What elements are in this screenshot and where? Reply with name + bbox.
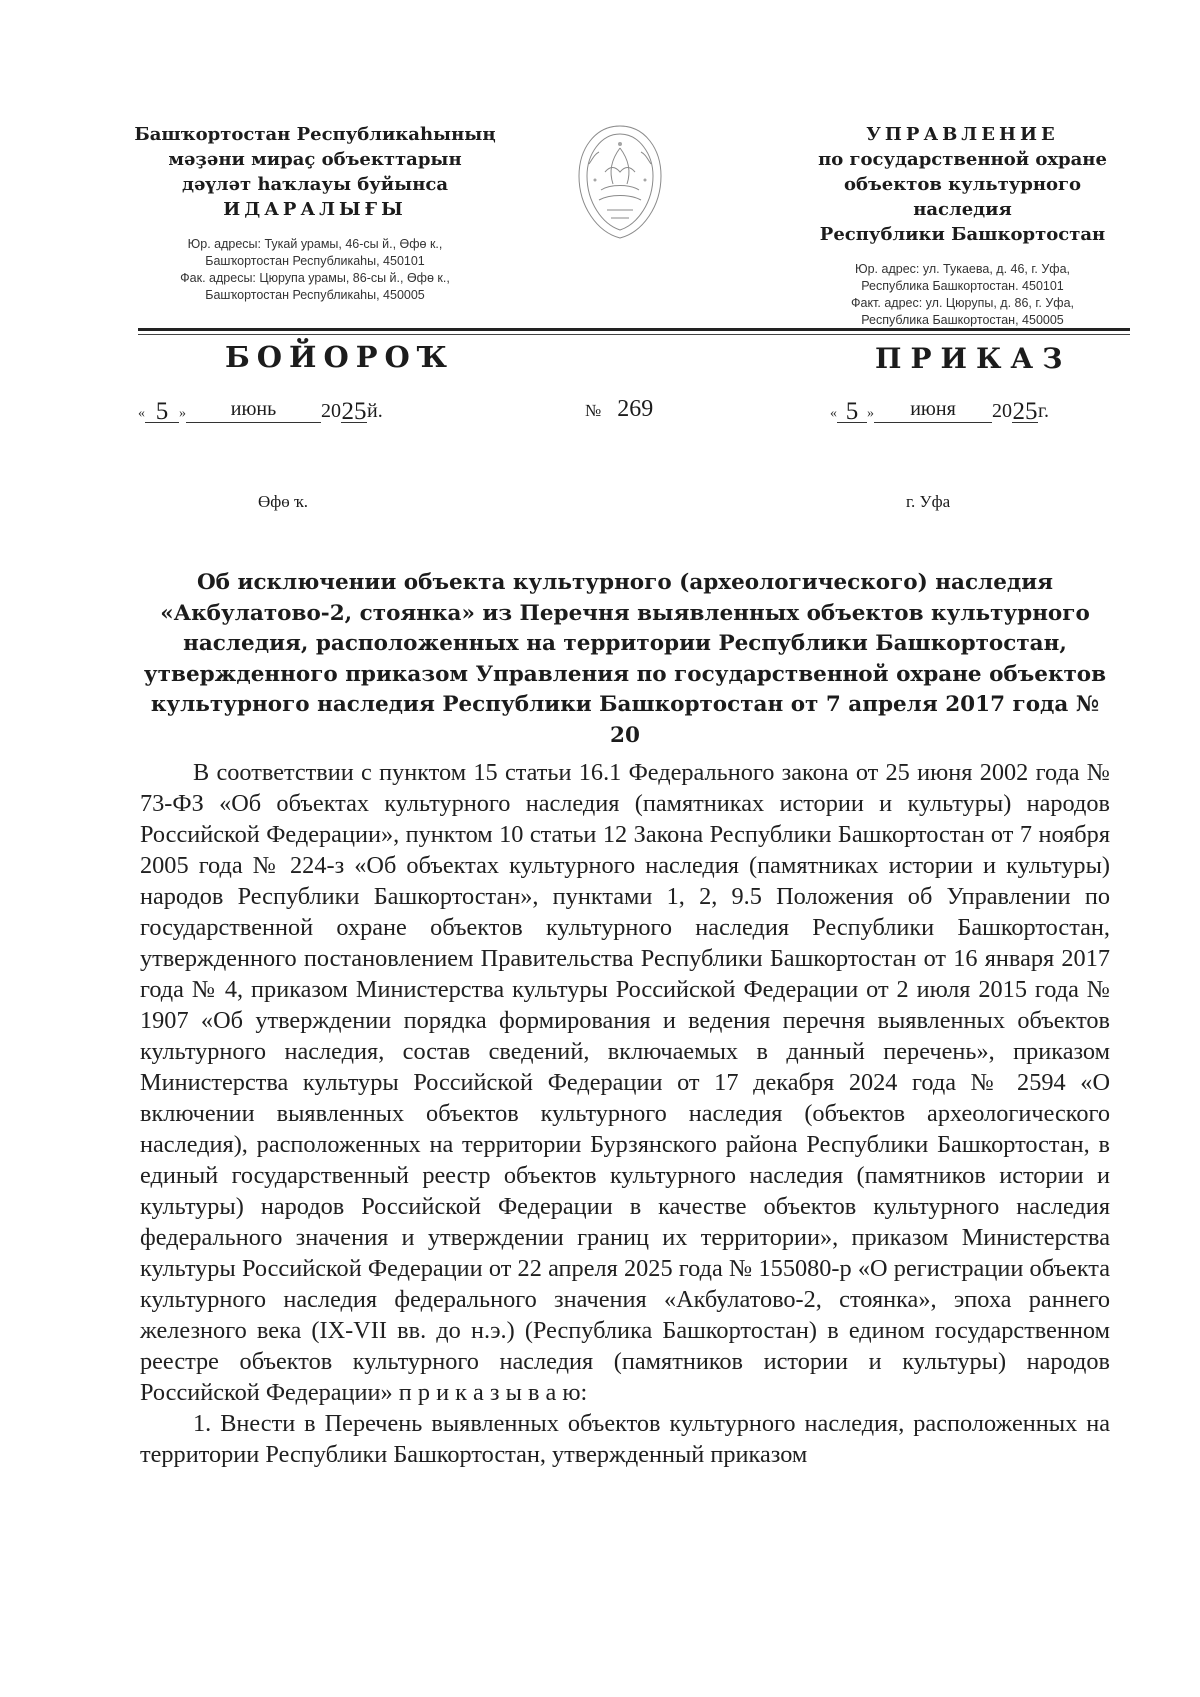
city-russian: г. Уфа: [906, 492, 951, 511]
header-divider-thin: [138, 334, 1130, 335]
order-number: [585, 396, 653, 423]
header-divider-thick: [138, 328, 1130, 331]
number-sign: №: [585, 401, 602, 420]
date-russian: [830, 398, 1049, 423]
address-bashkir: [120, 236, 510, 304]
address-russian: [795, 261, 1130, 329]
address-line: Башҡортостан Республикаһы, 450005: [205, 288, 425, 302]
org-name-bashkir-line4: ИДАРАЛЫҒЫ: [223, 199, 407, 220]
org-name-russian-line2: по государственной охране: [818, 149, 1107, 170]
title-line: утвержденного приказом Управления по государственной охране объектов: [143, 661, 1107, 687]
address-line: Юр. адрес: ул. Тукаева, д. 46, г. Уфа,: [854, 262, 1071, 276]
address-line: Республика Башкортостан. 450101: [861, 279, 1064, 293]
date-close-quote: »: [179, 406, 186, 421]
title-line: «Акбулатово-2, стоянка» из Перечня выявленных объектов культурного: [160, 600, 1090, 626]
document-title: [140, 568, 1110, 751]
document-body: [140, 757, 1110, 1470]
number-value: 269: [617, 396, 654, 422]
org-name-bashkir-line2: мәҙәни мираҫ объекттарын: [168, 149, 462, 170]
address-line: Фак. адресы: Цюрупа урамы, 86-сы й., Өфө к.,: [180, 271, 450, 285]
date-day: 5: [837, 398, 867, 423]
doc-type-bashkir: БОЙОРОҠ: [225, 340, 454, 374]
header-left: [120, 122, 510, 304]
body-paragraph: В соответствии с пунктом 15 статьи 16.1 Федерального закона от 25 июня 2002 года № 73-ФЗ «Об объектах культурного наследия (памятниках истории и культуры) народов Российской Федерации», пунктом 10 статьи 12 Закона Республики Башкортостан от 7 ноября 2005 года № 224-з «Об объектах культурного наследия (памятниках истории и культуры) народов Республики Башкортостан», пунктами 1, 2, 9.5 Положения об Управлении по государственной охране объектов культурного наследия Республики Башкортостан, утвержденного постановлением Правительства Республики Башкортостан от 16 января 2017 года № 4, приказом Министерства культуры Российской Федерации от 2 июля 2015 года № 1907 «Об утверждении порядка формирования и ведения перечня выявленных объектов культурного наследия, состав сведений, включаемых в данный перечень», приказом Министерства культуры Российской Федерации от 17 декабря 2024 года № 2594 «О включении выявленных объектов культурного наследия (объектов археологического наследия), расположенных на территории Бурзянского района Республики Башкортостан, в единый государственный реестр объектов культурного наследия (памятников истории и культуры) народов Российской Федерации в качестве объектов культурного наследия федерального значения и утверждении границ их территории», приказом Министерства культуры Российской Федерации от 22 апреля 2025 года № 155080-р «О регистрации объекта культурного наследия федерального значения «Акбулатово-2, стоянка», эпоха раннего железного века (IX-VII вв. до н.э.) (Республика Башкортостан) в едином государственном реестре объектов культурного наследия (памятников истории и культуры) народов Российской Федерации» п р и к а з ы в а ю:: [140, 759, 1110, 1406]
doc-type-russian: ПРИКАЗ: [875, 342, 1072, 375]
org-name-russian-line4: Республики Башкортостан: [819, 224, 1106, 245]
address-line: Башҡортостан Республикаһы, 450101: [205, 254, 425, 268]
date-year-mark: й.: [367, 400, 383, 422]
title-line: Об исключении объекта культурного (археологического) наследия: [196, 570, 1054, 595]
date-year-suffix: 25: [1012, 398, 1038, 425]
republic-emblem-icon: [565, 114, 675, 244]
date-year-prefix: 20: [321, 400, 341, 422]
date-close-quote: »: [867, 406, 874, 421]
org-name-bashkir-line1: Башҡортостан Республикаһының: [134, 124, 496, 145]
date-year-mark: г.: [1038, 400, 1049, 422]
org-name-russian-line1: УПРАВЛЕНИЕ: [866, 124, 1059, 145]
address-line: Республика Башкортостан, 450005: [861, 313, 1064, 327]
date-open-quote: «: [138, 406, 145, 421]
header-right: [795, 122, 1130, 329]
org-name-bashkir-line3: дәүләт һаҡлауы буйынса: [181, 174, 448, 195]
date-month: июня: [874, 398, 992, 423]
city-bashkir: Өфө ҡ.: [258, 492, 309, 511]
body-paragraph: 1. Внести в Перечень выявленных объектов культурного наследия, расположенных на территории Республики Башкортостан, утвержденный приказом: [140, 1410, 1110, 1468]
date-bashkir: [138, 398, 383, 423]
date-day: 5: [145, 398, 179, 423]
title-line: культурного наследия Республики Башкортостан от 7 апреля 2017 года № 20: [150, 692, 1100, 748]
date-year-suffix: 25: [341, 398, 367, 425]
date-open-quote: «: [830, 406, 837, 421]
date-month: июнь: [186, 398, 321, 423]
address-line: Факт. адрес: ул. Цюрупы, д. 86, г. Уфа,: [850, 296, 1074, 310]
date-year-prefix: 20: [992, 400, 1012, 422]
org-name-russian-line3: объектов культурного наследия: [843, 174, 1082, 220]
title-line: наследия, расположенных на территории Республики Башкортостан,: [183, 631, 1067, 656]
address-line: Юр. адресы: Тукай урамы, 46-сы й., Өфө к.,: [187, 237, 443, 251]
